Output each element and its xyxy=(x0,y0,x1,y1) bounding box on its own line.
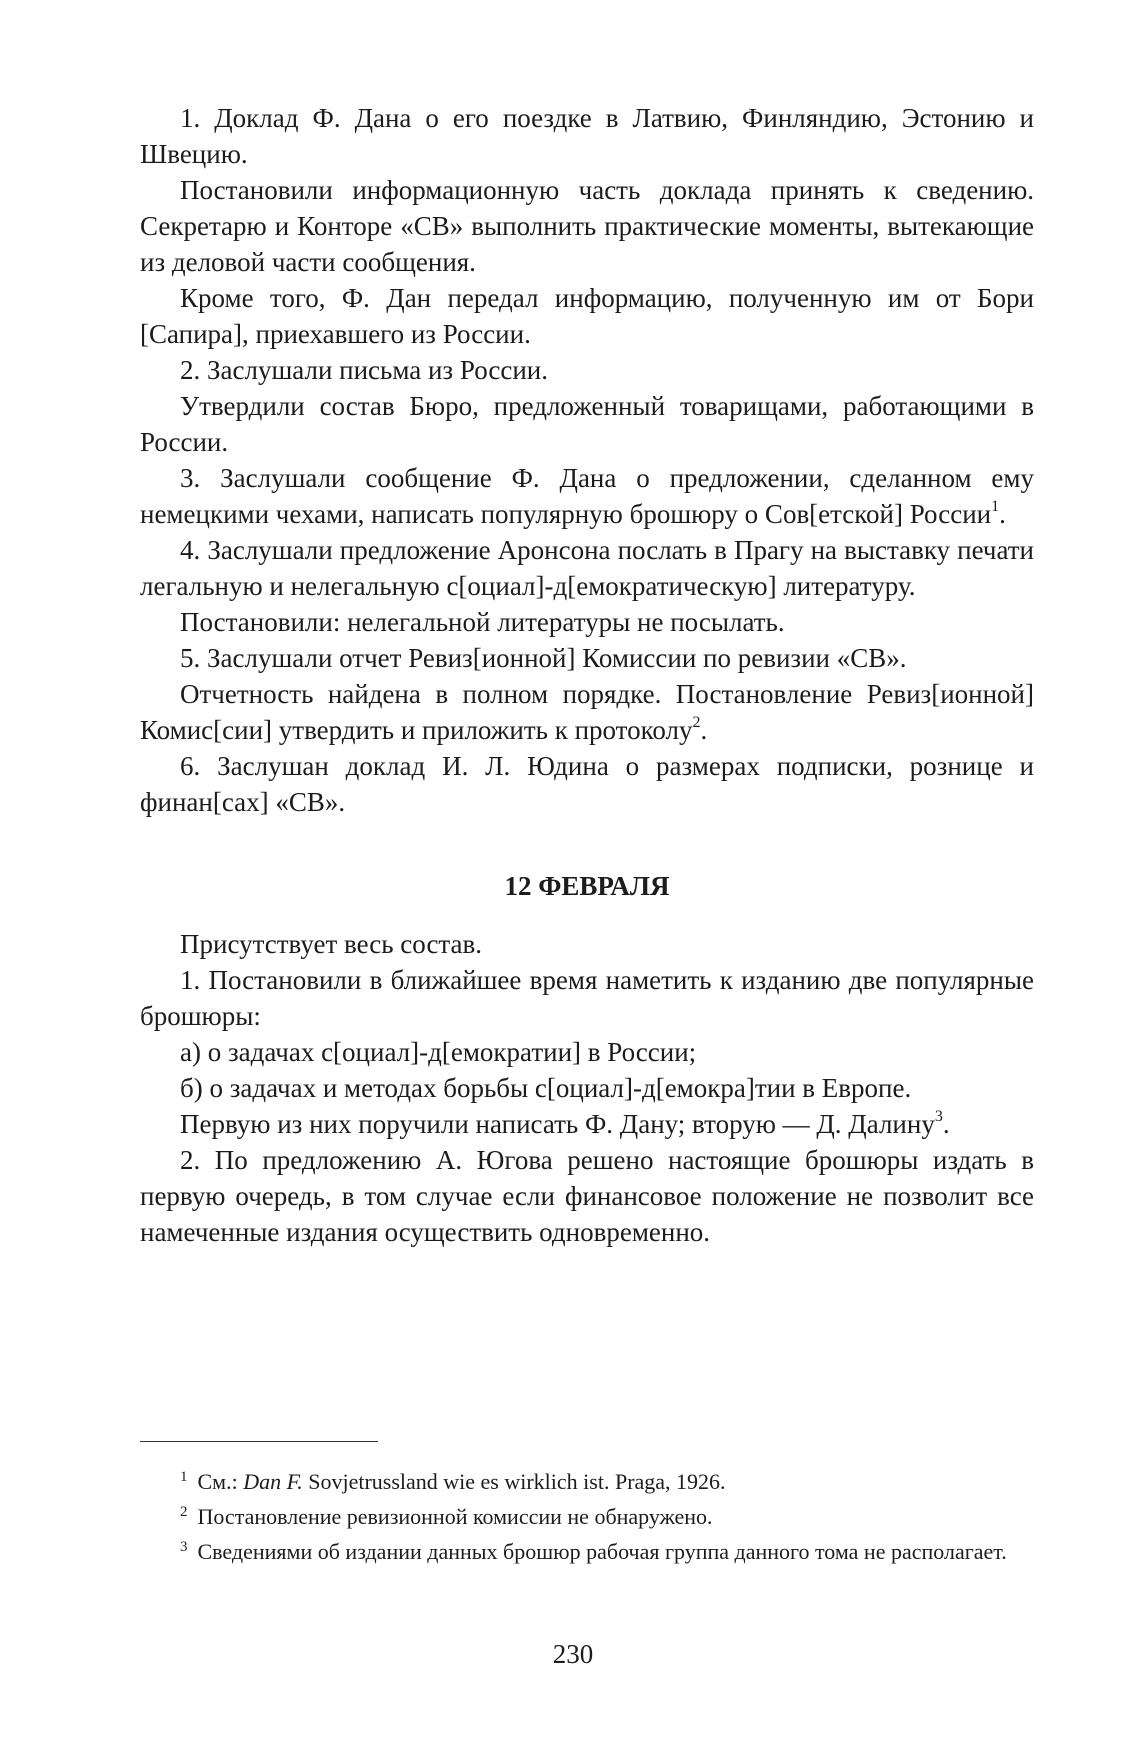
footnote: $^2$ Постановление ревизионной комиссии не обнаружено. xyxy=(180,1504,713,1529)
paragraph: 6. Заслушан доклад И. Л. Юдина о размерах подписки, рознице и финан[сах] «СВ». xyxy=(140,751,1034,817)
footnote: $^3$ Сведениями об издании данных брошюр рабочая группа данного тома не располагает. xyxy=(180,1539,1007,1564)
footnote-mark: 2 xyxy=(180,1504,188,1520)
paragraph: Постановили: нелегальной литературы не посылать. xyxy=(180,607,785,637)
paragraph: Присутствует весь состав. xyxy=(180,929,483,959)
footnote-mark: 1 xyxy=(180,1469,188,1485)
paragraph: 4. Заслушали предложение Аронсона послать в Прагу на выставку печати легальную и нелегальную с[оциал]-д[емократическую] литературу. xyxy=(140,535,1034,601)
paragraph: 5. Заслушали отчет Ревиз[ионной] Комиссии по ревизии «СВ». xyxy=(180,643,907,673)
protocol-items-top xyxy=(140,100,1034,820)
paragraph: Отчетность найдена в полном порядке. Постановление Ревиз[ионной] Комис[сии] утвердить и приложить к протоколу$^2$. xyxy=(140,679,1034,745)
footnote-ref[interactable]: 3 xyxy=(934,1108,943,1125)
paragraph: б) о задачах и методах борьбы с[оциал]-д[емокра]тии в Европе. xyxy=(180,1073,912,1103)
section-heading: 12 ФЕВРАЛЯ xyxy=(504,871,670,901)
footnote-divider xyxy=(140,1441,378,1442)
paragraph: Утвердили состав Бюро, предложенный товарищами, работающими в России. xyxy=(140,391,1034,457)
footnote-author: Dan F. xyxy=(243,1469,303,1494)
footnote-ref[interactable]: 2 xyxy=(692,714,701,731)
paragraph: 3. Заслушали сообщение Ф. Дана о предложении, сделанном ему немецкими чехами, написать популярную брошюру о Сов[етской] России$^1$. xyxy=(140,463,1034,529)
paragraph: 1. Постановили в ближайшее время наметить к изданию две популярные брошюры: xyxy=(140,965,1034,1031)
footnote: $^1$ См.: Dan F. Sovjetrussland wie es wirklich ist. Praga, 1926. xyxy=(180,1469,726,1494)
paragraph: 2. По предложению А. Югова решено настоящие брошюры издать в первую очередь, в том случае если финансовое положение не позволит все намеченные издания осуществить одновременно. xyxy=(140,1145,1034,1247)
footnotes xyxy=(140,1441,1034,1571)
paragraph: Кроме того, Ф. Дан передал информацию, полученную им от Бори [Сапира], приехавшего из России. xyxy=(140,283,1034,349)
paragraph: 2. Заслушали письма из России. xyxy=(180,355,548,385)
paragraph: а) о задачах с[оциал]-д[емократии] в России; xyxy=(180,1037,697,1067)
footnote-ref[interactable]: 1 xyxy=(991,498,1000,515)
page-number: 230 xyxy=(552,1639,594,1669)
protocol-items-section xyxy=(140,926,1034,1250)
footnote-mark: 3 xyxy=(180,1539,188,1555)
paragraph: Первую из них поручили написать Ф. Дану; вторую — Д. Далину$^3$. xyxy=(180,1108,950,1139)
paragraph: Постановили информационную часть доклада принять к сведению. Секретарю и Конторе «СВ» выполнить практические моменты, вытекающие из деловой части сообщения. xyxy=(140,175,1034,277)
document-body xyxy=(140,100,1034,1250)
paragraph: 1. Доклад Ф. Дана о его поездке в Латвию, Финляндию, Эстонию и Швецию. xyxy=(140,103,1034,169)
